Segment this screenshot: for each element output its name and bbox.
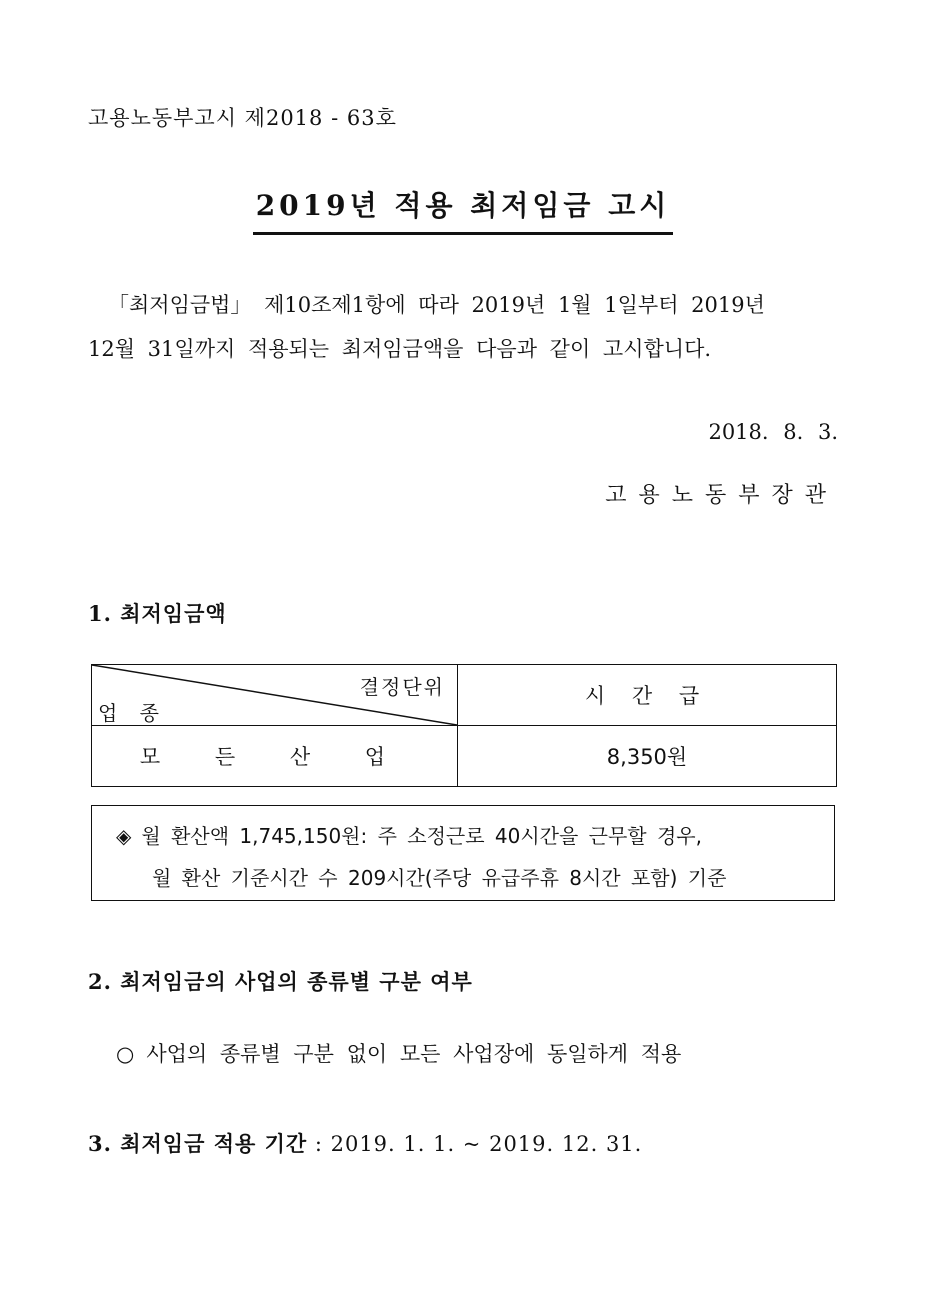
header-decision-unit: 결정단위 bbox=[359, 675, 445, 699]
header-industry: 업 종 bbox=[98, 701, 167, 725]
body-line-2: 12월 31일까지 적용되는 최저임금액을 다음과 같이 고시합니다. bbox=[88, 337, 712, 361]
section-2-item-text: 사업의 종류별 구분 없이 모든 사업장에 동일하게 적용 bbox=[146, 1042, 682, 1066]
section-2-item bbox=[116, 1038, 681, 1068]
header-hourly-wage: 시 간 급 bbox=[458, 665, 837, 726]
note-line-1: 월 환산액 1,745,150원: 주 소정근로 40시간을 근무할 경우, bbox=[141, 824, 702, 848]
signer: 고용노동부장관 bbox=[605, 483, 838, 508]
page-title-block bbox=[253, 186, 673, 226]
minimum-wage-table bbox=[91, 664, 837, 787]
section-3 bbox=[88, 1128, 642, 1158]
table-header-diagonal-cell bbox=[92, 665, 458, 726]
notice-date: 2018. 8. 3. bbox=[708, 420, 838, 444]
section-3-heading: 3. 최저임금 적용 기간 bbox=[88, 1131, 308, 1156]
monthly-conversion-note bbox=[91, 805, 835, 901]
body-paragraph bbox=[88, 283, 838, 371]
section-3-period: : 2019. 1. 1. ~ 2019. 12. 31. bbox=[314, 1132, 643, 1156]
cell-all-industries: 모 든 산 업 bbox=[92, 726, 458, 787]
table-row bbox=[92, 726, 837, 787]
table-header-row bbox=[92, 665, 837, 726]
note-line-2: 월 환산 기준시간 수 209시간(주당 유급주휴 8시간 포함) 기준 bbox=[152, 866, 727, 890]
page-title: 2019년 적용 최저임금 고시 bbox=[255, 189, 671, 222]
circle-bullet-icon: ○ bbox=[116, 1042, 135, 1066]
document-number: 고용노동부고시 제2018 - 63호 bbox=[88, 106, 397, 130]
body-line-1: 「최저임금법」 제10조제1항에 따라 2019년 1월 1일부터 2019년 bbox=[108, 293, 765, 317]
cell-hourly-amount: 8,350원 bbox=[458, 726, 837, 787]
title-underline bbox=[253, 232, 673, 235]
diamond-bullet-icon: ◈ bbox=[116, 824, 132, 848]
section-2-heading: 2. 최저임금의 사업의 종류별 구분 여부 bbox=[88, 969, 473, 994]
section-1-heading: 1. 최저임금액 bbox=[88, 601, 227, 626]
